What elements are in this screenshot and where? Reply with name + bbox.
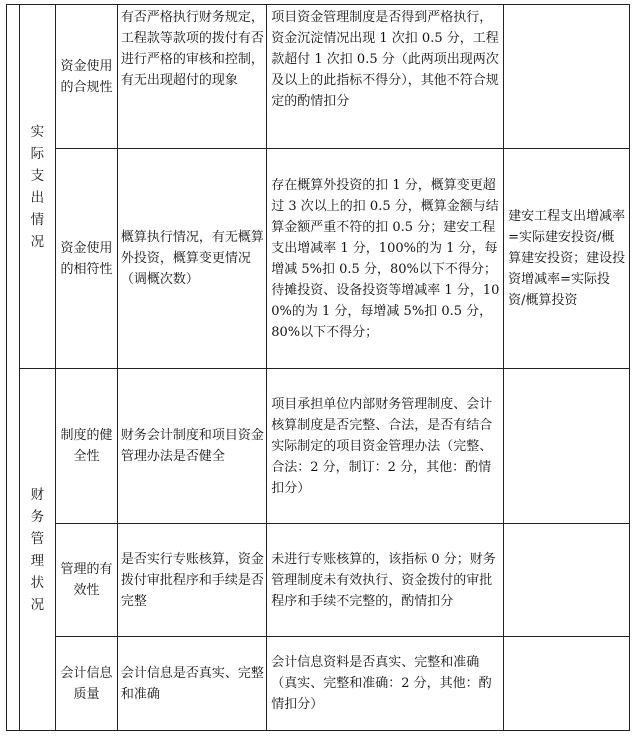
subcategory-label: 管理的有效性 (60, 562, 113, 598)
criteria-text: 项目承担单位内部财务管理制度、会计核算制度是否完整、合法，是否有结合实际制定的项目资金管理办法（完整、合法：2 分，制订：2 分，其他：酌情扣分） (271, 396, 493, 496)
subcategory-label: 制度的健全性 (60, 428, 113, 464)
description-cell (117, 149, 266, 369)
subcategory-cell (56, 369, 118, 524)
category-label: 财务管理状况 (30, 486, 45, 613)
criteria-text: 未进行专账核算的，该指标 0 分；财务管理制度未有效执行、资金拨付的审批程序和手续不完整的，酌情扣分 (271, 551, 496, 609)
description-cell (117, 369, 266, 524)
subcategory-cell (56, 637, 118, 731)
table-row (7, 637, 630, 731)
subcategory-cell (56, 524, 118, 637)
criteria-cell (267, 637, 504, 731)
subcategory-cell (56, 5, 118, 149)
table-row (7, 149, 630, 369)
criteria-cell (267, 5, 504, 149)
description-text: 是否实行专账核算，资金拨付审批程序和手续是否完整 (120, 551, 264, 609)
criteria-cell (267, 149, 504, 369)
criteria-text: 存在概算外投资的扣 1 分，概算变更超过 3 次以上的扣 0.5 分，概算金额与结算金额严重不符的扣 0.5 分；建安工程支出增减率 1 分，100%的为 1 分，每增减 5%扣 0.5 分，80%以下不得分；待摊投资、设备投资等增减率 1 分，100%的为 1 分，每增减 5%扣 0.5 分，80%以下不得分； (271, 177, 500, 340)
leading-column (7, 5, 20, 731)
table-row (7, 5, 630, 149)
subcategory-label: 会计信息质量 (60, 665, 113, 702)
table-row (7, 524, 630, 637)
category-label: 实际支出情况 (30, 123, 45, 250)
category-cell (19, 5, 55, 369)
note-cell (504, 369, 630, 524)
note-text: 建安工程支出增减率=实际建安投资/概算建安投资；建设投资增减率=实际投资/概算投资 (508, 209, 626, 308)
category-cell (19, 369, 55, 731)
criteria-cell (267, 524, 504, 637)
description-cell (117, 524, 266, 637)
table-row (7, 369, 630, 524)
description-cell (117, 5, 266, 149)
criteria-text: 项目资金管理制度是否得到严格执行，资金沉淀情况出现 1 次扣 0.5 分，工程款超付 1 次扣 0.5 分（此两项出现两次及以上的此指标不得分），其他不符合规定的酌情扣分 (271, 10, 499, 109)
note-cell (504, 5, 630, 149)
description-text: 财务会计制度和项目资金管理办法是否健全 (120, 428, 264, 464)
description-text: 会计信息是否真实、完整和准确 (120, 665, 264, 702)
description-text: 有否严格执行财务规定，工程款等款项的拨付有否进行严格的审核和控制，有无出现超付的现象 (120, 10, 264, 88)
note-cell (504, 524, 630, 637)
subcategory-label: 资金使用的相符性 (60, 240, 113, 277)
criteria-text: 会计信息资料是否真实、完整和准确（真实、完整和准确：2 分，其他：酌情扣分） (271, 655, 492, 712)
subcategory-label: 资金使用的合规性 (60, 58, 113, 95)
evaluation-table (6, 4, 630, 731)
criteria-cell (267, 369, 504, 524)
subcategory-cell (56, 149, 118, 369)
description-text: 概算执行情况，有无概算外投资，概算变更情况（调概次数） (120, 230, 264, 287)
note-cell (504, 637, 630, 731)
description-cell (117, 637, 266, 731)
note-cell (504, 149, 630, 369)
